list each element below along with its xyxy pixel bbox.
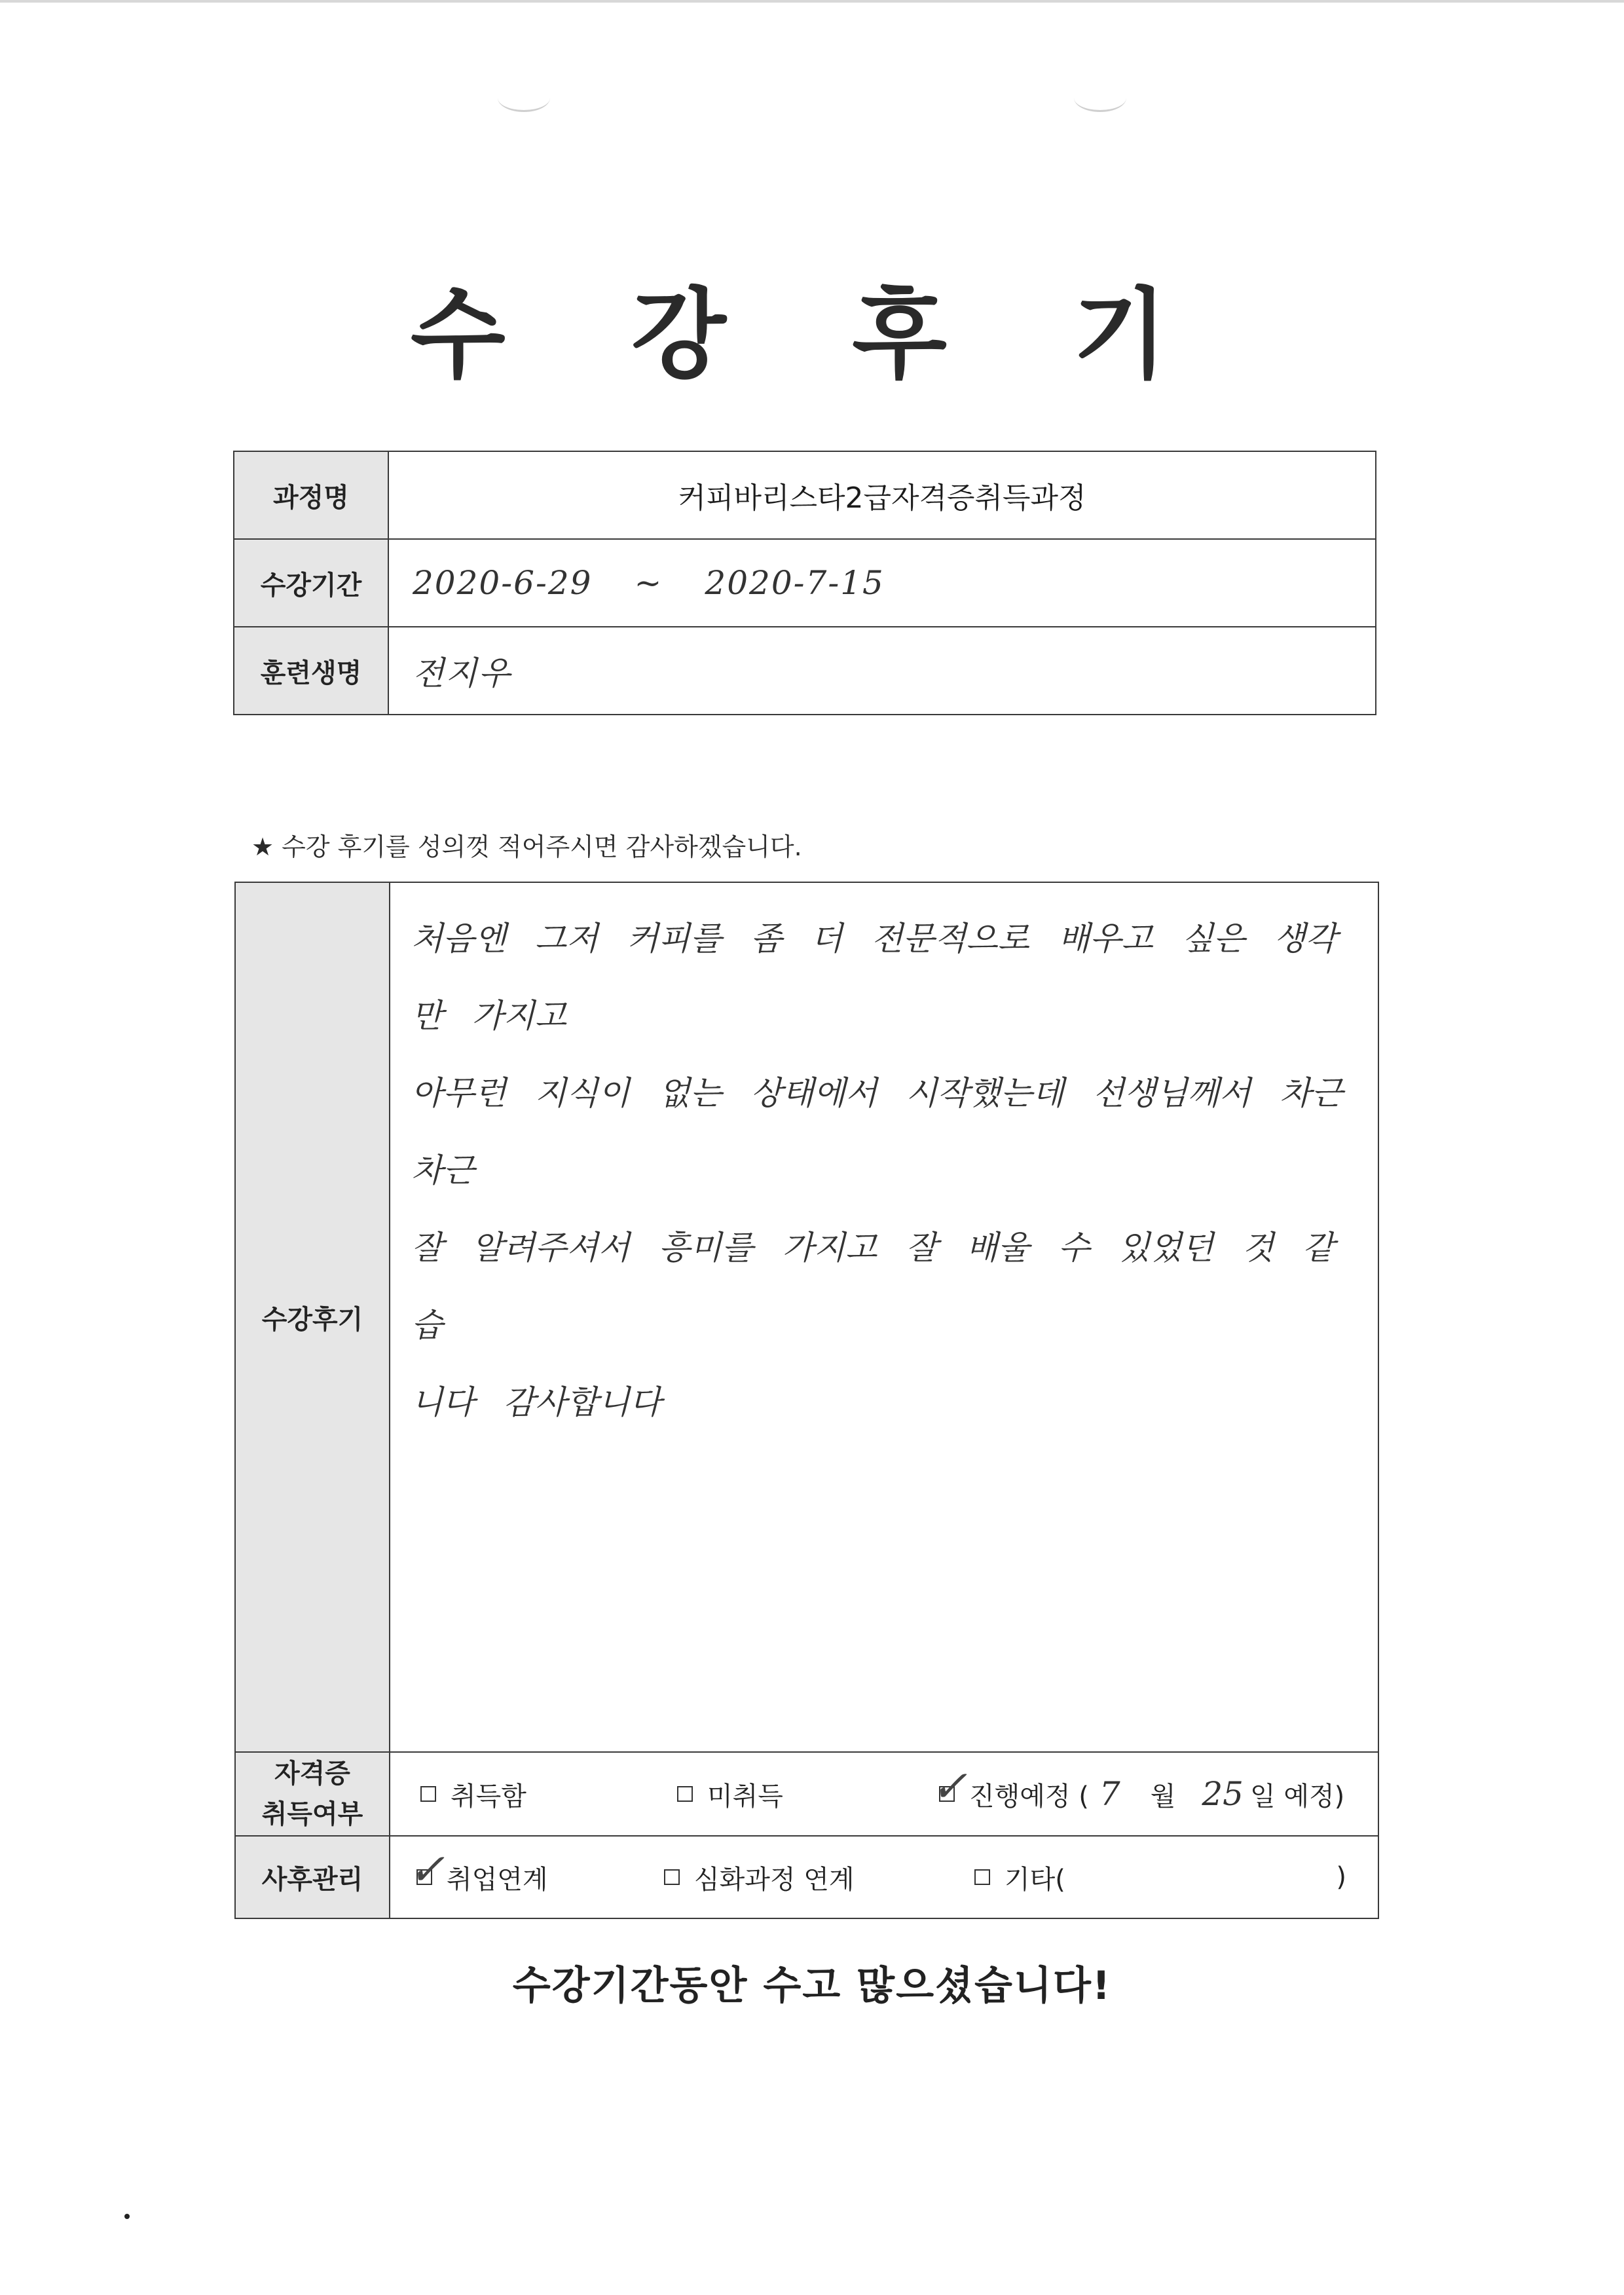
- option-acquired[interactable]: [420, 1776, 677, 1813]
- instruction-note: ★ 수강 후기를 성의껏 적어주시면 감사하겠습니다.: [251, 832, 802, 861]
- punch-hole-right: [1074, 84, 1126, 112]
- closing-message: 수강기간동안 수고 많으셨습니다!: [512, 1963, 1112, 2009]
- period-start: 2020-6-29: [413, 564, 593, 602]
- checkbox-other[interactable]: [974, 1869, 990, 1885]
- checkbox-employment[interactable]: [409, 1844, 445, 1895]
- review-body: [390, 882, 1378, 1752]
- option-scheduled[interactable]: [931, 1761, 1345, 1813]
- option-not-acquired-label: 미취득: [707, 1781, 783, 1812]
- period-end: 2020-7-15: [705, 564, 885, 602]
- review-line: 잘 알려주셔서 흥미를 가지고 잘 배울 수 있었던 것 같습: [411, 1229, 1335, 1344]
- review-label: 수강후기: [235, 882, 390, 1752]
- day-value: 25: [1202, 1775, 1244, 1813]
- review-table: [234, 882, 1379, 1919]
- option-advanced-label: 심화과정 연계: [694, 1864, 855, 1895]
- scan-dot: [124, 2214, 130, 2219]
- period-value: [388, 539, 1376, 627]
- option-other-close: ): [1336, 1862, 1346, 1892]
- trainee-value: [388, 627, 1376, 715]
- period-separator: ~: [634, 564, 663, 602]
- option-other-label: 기타(: [1005, 1864, 1065, 1895]
- checkbox-scheduled[interactable]: [931, 1761, 968, 1812]
- period-row: [234, 539, 1376, 627]
- page-title: 수 강 후 기: [410, 278, 1214, 392]
- check-mark-icon: ✓: [409, 1844, 445, 1895]
- option-scheduled-label: 진행예정 (: [969, 1781, 1089, 1812]
- option-other[interactable]: [974, 1859, 1378, 1896]
- checkbox-not-acquired[interactable]: [677, 1786, 693, 1802]
- check-mark-icon: ✓: [931, 1761, 968, 1812]
- option-advanced[interactable]: [664, 1859, 974, 1896]
- certification-row: [235, 1752, 1378, 1836]
- month-label: 월: [1150, 1781, 1176, 1812]
- scan-edge: [0, 0, 1624, 3]
- course-value: 커피바리스타2급자격증취득과정: [388, 451, 1376, 539]
- checkbox-acquired[interactable]: [420, 1786, 436, 1802]
- certification-label-line1: 자격증: [274, 1759, 350, 1789]
- review-line: 니다 감사합니다: [411, 1383, 661, 1421]
- certification-label-line2: 취득여부: [261, 1799, 363, 1829]
- punch-hole-left: [498, 84, 550, 112]
- course-label: 과정명: [234, 451, 388, 539]
- review-text: [411, 900, 1354, 1441]
- aftercare-options: [390, 1836, 1378, 1918]
- course-info-table: [233, 451, 1376, 715]
- option-employment[interactable]: [409, 1844, 664, 1896]
- aftercare-row: [235, 1836, 1378, 1918]
- option-employment-label: 취업연계: [447, 1864, 548, 1895]
- certification-label: [235, 1752, 390, 1836]
- aftercare-label: 사후관리: [235, 1836, 390, 1918]
- option-acquired-label: 취득함: [451, 1781, 526, 1812]
- option-not-acquired[interactable]: [677, 1776, 939, 1813]
- day-label: 일 예정): [1249, 1781, 1345, 1812]
- course-row: [234, 451, 1376, 539]
- period-label: 수강기간: [234, 539, 388, 627]
- trainee-label: 훈련생명: [234, 627, 388, 715]
- review-line: 아무런 지식이 없는 상태에서 시작했는데 선생님께서 차근차근: [411, 1074, 1343, 1189]
- month-value: 7: [1099, 1775, 1120, 1813]
- trainee-name: 전지우: [413, 654, 511, 692]
- checkbox-advanced[interactable]: [664, 1869, 680, 1885]
- trainee-row: [234, 627, 1376, 715]
- certification-options: [390, 1752, 1378, 1836]
- review-row: [235, 882, 1378, 1752]
- review-line: 처음엔 그저 커피를 좀 더 전문적으로 배우고 싶은 생각만 가지고: [411, 920, 1337, 1035]
